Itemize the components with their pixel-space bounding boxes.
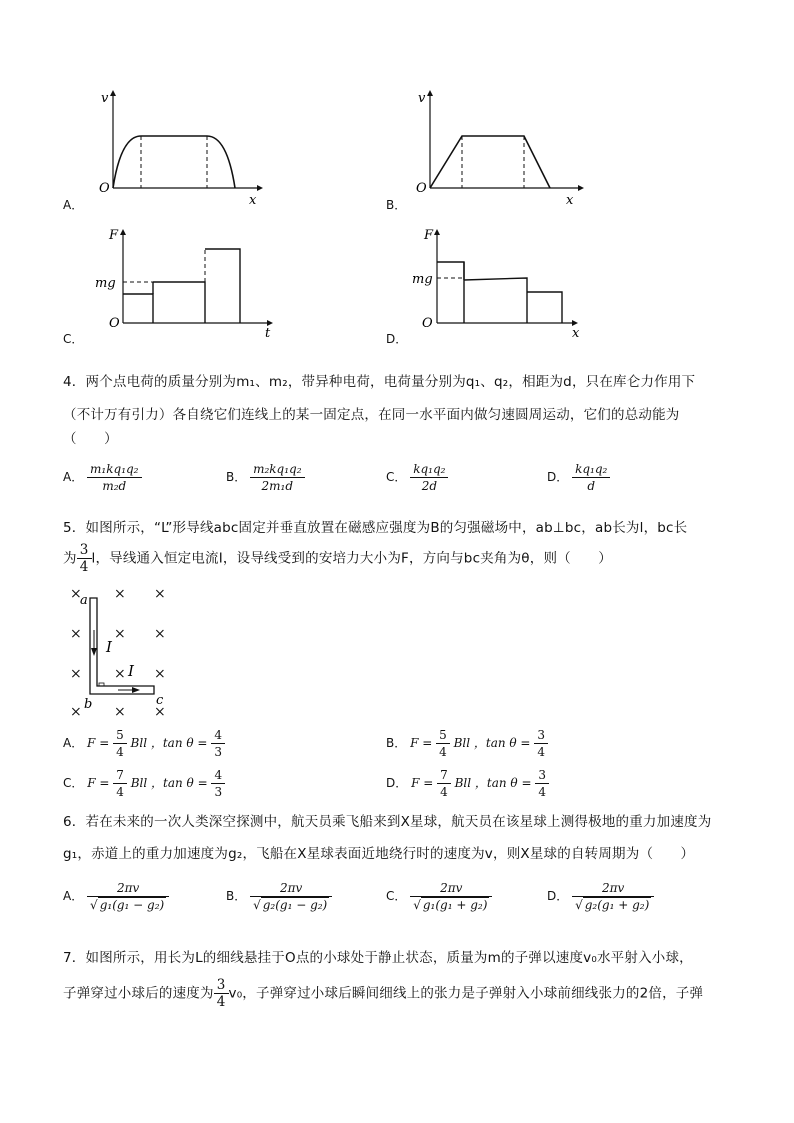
q5-option-b-pre: F = [410,736,433,750]
q4-option-b-label: B． [226,470,247,484]
origin-label: O [416,181,427,196]
q5-option-a-label: A． [63,736,84,750]
q4-option-d-den: d [587,479,596,493]
q5-option-b [386,727,548,760]
q5-option-a-fnum: 5 [113,727,127,744]
axis-f-label: F [424,228,434,243]
q5-option-c-fden: 4 [116,785,124,799]
q5-option-c-tden: 3 [214,785,223,799]
option-b-label: B． [386,198,407,212]
option-d-label: D． [386,332,408,346]
q6-line2: g₁，赤道上的重力加速度为g₂，飞船在X星球表面近地绕行时的速度为v，则X星球的自转周期为（ ） [63,846,695,862]
q6-option-a-num: 2πv [87,880,169,897]
mg-label: mg [412,272,433,287]
axis-t-label: t [265,326,271,340]
q6-option-d-num: 2πv [572,880,654,897]
current-i-horizontal: I [128,662,134,680]
q6-option-a: A． $\frac{2\pi v}{\text{√ g₁(g₁ − g₂)}}$ [63,880,169,913]
q6-line1: 6．若在未来的一次人类深空探测中，航天员乘飞船来到X星球，航天员在该星球上测得极地的重力加速度为 [63,814,712,830]
q7-line2-post: v₀，子弹穿过小球后瞬间细线上的张力是子弹射入小球前细线张力的2倍，子弹 [228,985,704,1002]
q5-option-d-tnum: 3 [535,767,549,784]
q6-option-d-den: g₂(g₁ + g₂) [584,898,650,912]
cross-mark: × [154,704,166,720]
q7-line2 [63,977,703,1010]
graph-b [412,88,587,208]
q5-option-b-mid: Bll ，tan θ = [453,736,531,750]
q6-option-d: D． $\frac{2\pi v}{\text{√ g₂(g₁ + g₂)}}$ [547,880,654,913]
q4-line3: （ ） [63,431,118,447]
q6-option-c-label: C． [386,889,407,903]
graph-c [95,225,280,340]
q5-option-c-mid: Bll ，tan θ = [130,776,208,790]
axis-v-label: v [101,91,109,106]
q5-option-a-mid: Bll ，tan θ = [130,736,208,750]
q4-option-b-den: 2m₁d [261,479,294,493]
q5-option-d-fnum: 7 [437,767,451,784]
q5-option-b-tden: 4 [537,745,545,759]
graph-a [95,88,265,208]
q5-option-c-fnum: 7 [113,767,127,784]
option-a-label: A． [63,198,84,212]
axis-v-label: v [418,91,426,106]
q6-option-b-den: g₂(g₁ − g₂) [262,898,328,912]
label-a: a [80,593,88,608]
cross-mark: × [70,704,82,720]
q5-frac-den: 4 [79,559,89,575]
cross-mark: × [154,666,166,682]
origin-label: O [109,316,120,331]
q6-option-c: C． $\frac{2\pi v}{\text{√ g₁(g₁ + g₂)}}$ [386,880,492,913]
q6-option-a-den: g₁(g₁ − g₂) [99,898,165,912]
q5-option-a-fden: 4 [116,745,124,759]
q5-option-b-tnum: 3 [534,727,548,744]
q5-line2-pre: 为 [63,550,77,567]
q5-option-a-tnum: 4 [211,727,225,744]
q4-option-d [547,461,610,494]
q5-frac-num: 3 [77,542,92,559]
q4-option-c-den: 2d [421,479,438,493]
label-b: b [84,697,93,712]
origin-label: O [422,316,433,331]
cross-mark: × [70,626,82,642]
q4-option-c [386,461,448,494]
q5-line2-post: l，导线通入恒定电流I，设导线受到的安培力大小为F，方向与bc夹角为θ，则（ ） [91,550,612,567]
q7-line2-pre: 子弹穿过小球后的速度为 [63,985,214,1002]
cross-mark: × [114,666,126,682]
q5-option-c-pre: F = [87,776,110,790]
q5-option-d-fden: 4 [440,785,448,799]
q5-option-c-tnum: 4 [211,767,225,784]
q5-option-c-label: C． [63,776,84,790]
cross-mark: × [154,586,166,602]
q5-figure [66,582,176,722]
axis-f-label: F [109,228,119,243]
graph-d [412,225,597,340]
origin-label: O [99,181,110,196]
q4-line2: （不计万有引力）各自绕它们连线上的某一固定点，在同一水平面内做匀速圆周运动，它们的总动能为 [63,407,680,423]
q5-option-a-tden: 3 [214,745,222,759]
q5-option-d-tden: 4 [538,785,546,799]
q4-option-b [226,461,305,494]
mg-label: mg [95,276,116,291]
q4-option-c-label: C． [386,470,407,484]
q4-option-d-num: kq₁q₂ [572,461,610,478]
q6-option-a-label: A． [63,889,84,903]
q4-option-d-label: D． [547,470,569,484]
q4-option-a-num: m₁kq₁q₂ [87,461,141,478]
q4-option-a-label: A． [63,470,84,484]
axis-x-label: x [249,193,257,208]
q4-option-c-num: kq₁q₂ [410,461,448,478]
cross-mark: × [70,666,82,682]
q4-option-a-den: m₂d [102,479,127,493]
option-c-label: C． [63,332,84,346]
q4-option-a [63,461,142,494]
cross-mark: × [154,626,166,642]
axis-x-label: x [572,326,580,340]
q5-option-a-pre: F = [87,736,110,750]
q6-option-b-num: 2πv [250,880,332,897]
q5-option-d-mid: Bll ，tan θ = [454,776,532,790]
cross-mark: × [114,626,126,642]
q4-line1: 4．两个点电荷的质量分别为m₁、m₂，带异种电荷，电荷量分别为q₁、q₂，相距为d，只在库仑力作用下 [63,374,696,390]
q5-option-d-pre: F = [411,776,434,790]
q6-option-b: B． $\frac{2\pi v}{\text{√ g₂(g₁ − g₂)}}$ [226,880,332,913]
q5-option-d-label: D． [386,776,408,790]
q5-line2 [63,542,612,575]
q6-option-d-label: D． [547,889,569,903]
axis-x-label: x [566,193,574,208]
q7-frac-den: 4 [216,994,226,1010]
q5-option-b-fnum: 5 [436,727,450,744]
q7-line1: 7．如图所示，用长为L的细线悬挂于O点的小球处于静止状态，质量为m的子弹以速度v₀水平射入小球， [63,950,693,966]
label-c: c [156,693,164,708]
q7-frac-num: 3 [214,977,229,994]
cross-mark: × [114,586,126,602]
q5-option-b-label: B． [386,736,407,750]
cross-mark: × [70,586,82,602]
q4-option-b-num: m₂kq₁q₂ [250,461,304,478]
q6-option-c-num: 2πv [410,880,492,897]
q5-option-c [63,767,225,800]
q5-option-d [386,767,549,800]
q5-option-b-fden: 4 [439,745,447,759]
q6-option-b-label: B． [226,889,247,903]
q5-option-a [63,727,225,760]
current-i-vertical: I [106,638,112,656]
q6-option-c-den: g₁(g₁ + g₂) [422,898,488,912]
cross-mark: × [114,704,126,720]
q5-line1: 5．如图所示，“L”形导线abc固定并垂直放置在磁感应强度为B的匀强磁场中，ab⊥bc，ab长为l，bc长 [63,520,688,536]
